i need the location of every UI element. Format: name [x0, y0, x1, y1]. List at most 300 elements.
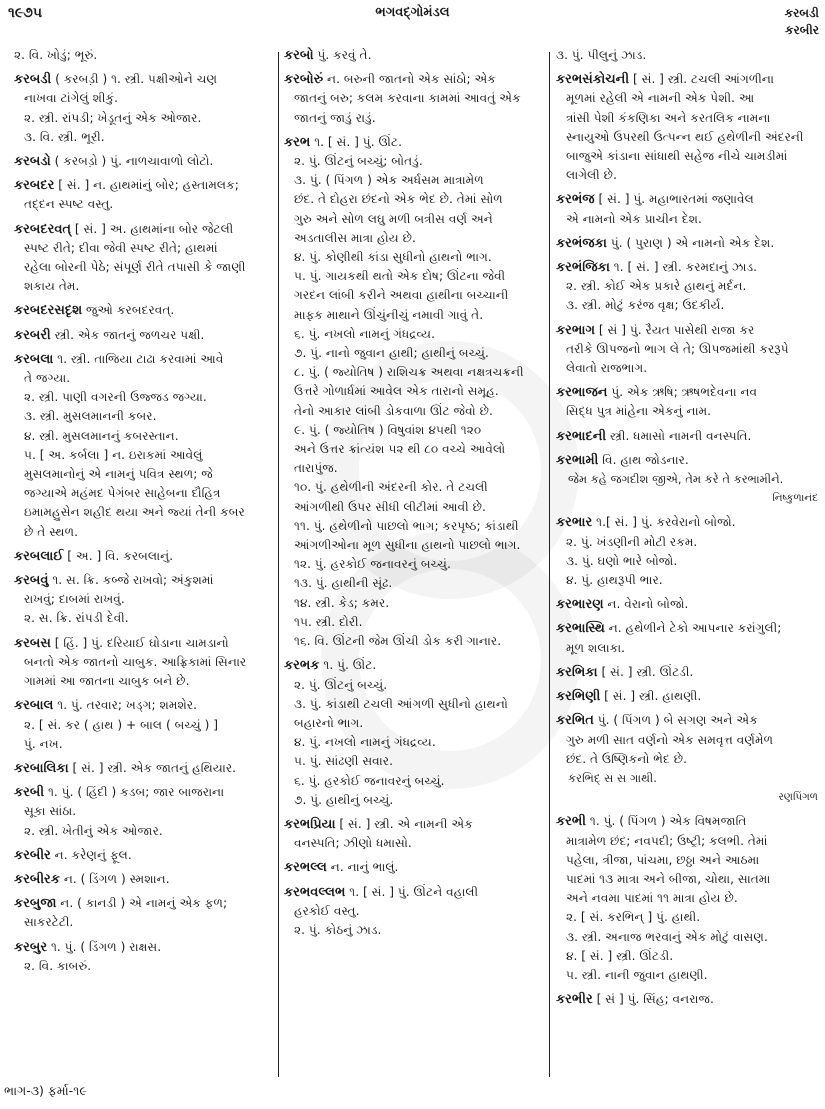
dictionary-entry — [14, 870, 272, 889]
dictionary-entry — [556, 595, 818, 614]
entry-line — [284, 210, 542, 229]
entry-first-line — [284, 46, 542, 65]
definition-text: ૧. પું. ( હિંદી ) કડબ; જાર બાજરાના — [47, 785, 225, 800]
entry-line — [284, 229, 542, 248]
definition-text: જાતનું જાડું રાડું. — [294, 110, 376, 125]
definition-text: [ હિં. ] પું. દરિયાઈ ઘોડાના ચામડાનો — [54, 635, 229, 650]
entry-first-line — [14, 350, 272, 369]
column-3 — [556, 46, 818, 1014]
quote-attribution: રણપિંગળ — [778, 791, 818, 804]
definition-text: ૧૬. વિ. ઊંટની જેમ ઊંચી ડોક કરી ગાનાર. — [294, 634, 502, 649]
entry-line — [284, 152, 542, 171]
dictionary-entry — [14, 634, 272, 692]
entry-first-line — [14, 938, 272, 957]
dictionary-entry — [14, 571, 272, 629]
definition-text: ૫. [ અ. કર્બલા ] ન. ઇરાકમાં આવેલું — [24, 447, 203, 462]
dictionary-entry — [556, 663, 818, 682]
entry-first-line — [556, 595, 818, 614]
definition-text: ૩. પું. કાંડાથી ટચલી આંગળી સુધીનો હાથનો — [294, 696, 508, 711]
dictionary-entry — [14, 152, 272, 171]
definition-text: ન. ( ડિંગળ ) સ્મશાન. — [63, 871, 170, 886]
definition-text: જગ્યાએ મહંમદ પેગંબર સાહેબના દૌહિત્ર — [24, 486, 221, 501]
entry-first-line — [556, 451, 818, 470]
headword: કરબલાઈ — [14, 548, 64, 564]
definition-text: ૩. પું. ( પિંગળ ) એક અર્ધસમ માત્રામેળ — [294, 173, 484, 188]
definition-text: લેવાતો રાજભાગ. — [566, 361, 648, 376]
entry-line — [556, 832, 818, 851]
dictionary-entry — [556, 427, 818, 446]
dictionary-entry — [284, 133, 542, 651]
headword: કરભાસ્થિ — [556, 621, 605, 637]
entry-line — [556, 889, 818, 908]
definition-text: ૪. પું. હાથરૂપી ભાર. — [566, 573, 663, 588]
entry-line — [284, 190, 542, 209]
dictionary-entry — [284, 883, 542, 941]
entry-line — [284, 421, 542, 440]
entry-line — [556, 277, 818, 296]
entry-line — [14, 195, 272, 214]
entry-first-line — [556, 427, 818, 446]
definition-text: પું. એક ઋષિ; ઋષભદેવના નવ — [611, 385, 758, 400]
definition-text: ૧.[ સં. ] પું. કરવેરાનો બોજો. — [596, 515, 736, 530]
dictionary-entry — [14, 547, 272, 566]
dictionary-entry — [14, 783, 272, 841]
definition-text: ૧૧. પું. હથેળીનો પાછલો ભાગ; કરપૃષ્ઠ; કાંડાથી — [294, 518, 519, 533]
entry-first-line — [14, 759, 272, 778]
headword: કરબાલ — [14, 698, 54, 714]
dictionary-entry — [556, 234, 818, 253]
dictionary-entry — [284, 858, 542, 877]
entry-line — [284, 695, 542, 714]
entry-line — [284, 382, 542, 401]
entry-first-line — [556, 663, 818, 682]
headword: કરબોરું — [284, 72, 324, 88]
entry-line — [284, 772, 542, 791]
entry-line — [284, 478, 542, 497]
entry-line — [284, 498, 542, 517]
entry-line — [284, 440, 542, 459]
entry-line — [556, 147, 818, 166]
headword: કરભિકા — [556, 664, 598, 680]
definition-text: તે જગ્યા. — [24, 371, 71, 386]
definition-text: ૨. સ. ક્રિ. રાંપડી દેવી. — [24, 611, 129, 626]
definition-text: [ સં. ] ન. હાથમાંનું બોર; હસ્તામલક; — [58, 178, 239, 193]
definition-text: વિ. હાથ જોડનાર. — [602, 452, 689, 467]
headword: કરભપ્રિયા — [284, 816, 336, 832]
definition-text: ૧. સ્ત્રી. તાજિયા ટાઢા કરવામાં આવે — [57, 351, 224, 366]
entry-line — [556, 340, 818, 359]
entry-line — [556, 402, 818, 421]
headword: કરબવું — [14, 573, 49, 589]
entry-line — [284, 459, 542, 478]
dictionary-entry — [556, 190, 818, 228]
headword: કરભી — [556, 814, 587, 830]
entry-first-line — [14, 783, 272, 802]
definition-text: ઇમામહુસેન શહીદ થયા અને જ્યાં તેની કબર — [24, 505, 245, 520]
definition-text: માફક માથાને ઊંચુંનીચું નમાવી ગાવું તે. — [294, 307, 484, 322]
definition-text: ગામમાં આ જાતના ચાબુક બને છે. — [24, 674, 190, 689]
entry-line — [14, 672, 272, 691]
entry-line — [284, 517, 542, 536]
entry-line — [556, 908, 818, 927]
entry-line — [14, 590, 272, 609]
definition-text: ૪. [ સં. ] સ્ત્રી. ઊંટડી. — [566, 948, 674, 963]
headword: કરભિત — [556, 713, 594, 729]
headword: કરભક — [284, 658, 320, 674]
entry-first-line — [556, 70, 818, 89]
definition-text: ૫. પું. ગાયકથી થતો એક દોષ; ઊંટના જેવી — [294, 269, 506, 284]
definition-text: ૧. સ. ક્રિ. કબ્જે રાખવો; અંકુશમાં — [52, 573, 214, 588]
entry-first-line — [284, 815, 542, 834]
entry-line — [14, 484, 272, 503]
definition-text: ગુરુ અને સોળ લઘુ મળી બત્રીસ વર્ણ અને — [294, 211, 493, 226]
headword: કરબો — [284, 48, 314, 63]
definition-text: નાખવા ટાંગેલું શીકું. — [24, 91, 118, 106]
entry-line — [284, 574, 542, 593]
column-divider-2 — [549, 52, 550, 1077]
entry-line — [14, 109, 272, 128]
entry-line — [14, 957, 272, 976]
definition-text: માત્રામેળ છંદ; નવપદી; ઉષ્ટ્રી; કલભી. તેમાં — [566, 833, 768, 848]
dictionary-entry — [14, 46, 272, 65]
headword: કરભ — [284, 134, 311, 150]
definition-text: ૨. પું. ખંડણીની મોટી રકમ. — [566, 534, 698, 549]
entry-first-line — [14, 571, 272, 590]
dictionary-entry — [14, 938, 272, 976]
definition-text: [ સં ] પું. રૈયત પાસેથી રાજા કર — [598, 322, 755, 337]
headword: કરબીરક — [14, 871, 60, 887]
dictionary-entry — [556, 687, 818, 706]
entry-line — [284, 536, 542, 555]
definition-text: ૮. પું. ( જ્યોતિષ ) રાશિચક્ર અથવા નક્ષત્રચક્રની — [294, 365, 524, 380]
entry-line — [14, 427, 272, 446]
entry-line — [556, 166, 818, 185]
definition-text: પું. ( પિંગળ ) બે સગણ અને એક — [597, 713, 758, 728]
headword: કરબરી — [14, 327, 51, 343]
entry-line — [556, 296, 818, 315]
headword: કરબી — [14, 785, 45, 801]
headword: કરબલા — [14, 351, 54, 367]
definition-text: સ્ત્રી. એક જાતનું જળચર પક્ષી. — [54, 327, 205, 342]
definition-text: મૂળમાં રહેલી એ નામની એક પેશી. આ — [566, 91, 755, 106]
definition-text: ન. બરુની જાતનો એક સાંઠો; એક — [327, 72, 496, 87]
entry-line — [14, 239, 272, 258]
dictionary-entry — [556, 711, 818, 807]
definition-text: ૯. પું. ( જ્યોતિષ ) વિષુવાંશ ૪૫થી ૧૨૦ — [294, 422, 482, 437]
usage-quote: કરભિદ્ સ સ ગાથી. — [568, 770, 657, 785]
entry-line — [284, 306, 542, 325]
usage-quote: જેમ કહે જગદીશ જીએ, તેમ કરે તે કરભામીને. — [568, 472, 784, 487]
definition-text: વનસ્પતિ; ઝીણો ધમાસો. — [294, 836, 412, 851]
dictionary-entry — [14, 176, 272, 214]
dictionary-entry — [556, 70, 818, 185]
definition-text: ૨. સ્ત્રી. કોઈ એક પ્રકારે હાથનું મર્દન. — [566, 279, 747, 294]
definition-text: ૧. પું. ( પિંગળ ) એક વિષમજાતિ — [589, 814, 747, 829]
definition-text: ૨. સ્ત્રી. ખેતીનું એક ઓજાર. — [24, 823, 163, 838]
definition-text: ૧૩. પું. હાથીની સૂંઢ. — [294, 576, 393, 591]
definition-text: ગરદન લાંબી કરીને અથવા હાથીના બચ્ચાની — [294, 288, 509, 303]
entry-first-line — [556, 619, 818, 638]
definition-text: [ સં. ] અ. હાથમાંના બોર જેટલી — [74, 221, 234, 236]
entry-line — [284, 921, 542, 940]
definition-text: ૪. પું. નખલો નામનું ગંધદ્રવ્ય. — [294, 735, 436, 750]
definition-text: ૨. પું. ઊંટનું બચ્ચું; બોતડું. — [294, 154, 423, 169]
guide-word-last: કરબીર — [785, 23, 819, 37]
entry-line — [556, 750, 818, 769]
definition-text: રહેલા બોરની પેઠે; સંપૂર્ણ રીતે તપાસી કે જાણી — [24, 260, 246, 275]
entry-line — [14, 465, 272, 484]
definition-text: બનતો એક જાતનો ચાબુક. આફ્રિકામાં સિનાર — [24, 654, 247, 669]
definition-text: ૨. વિ. કાબરું. — [24, 958, 92, 973]
dictionary-entry — [284, 70, 542, 128]
headword: કરભંજ — [556, 192, 595, 208]
definition-text: સાકરટેટી. — [24, 915, 74, 930]
definition-text: ૧૦. પું. હથેળીની અંદરની કોર. તે ટચલી — [294, 480, 488, 495]
dictionary-entry — [14, 894, 272, 932]
entry-line — [284, 267, 542, 286]
dictionary-entry — [284, 46, 542, 65]
definition-text: સૂકા સાંઠા. — [24, 804, 77, 819]
definition-text: [ સં. ] સ્ત્રી. એ નામની એક — [339, 816, 473, 831]
book-title: ભગવદ્ગોમંડલ — [375, 5, 450, 20]
headword: કરબુર — [14, 939, 48, 955]
entry-line — [556, 552, 818, 571]
definition-text: ૧. પું. તરવાર; ખડ્ગ; શમશેર. — [57, 698, 198, 713]
headword: કરભીર — [556, 992, 593, 1008]
headword: કરભલ્લ — [284, 860, 327, 876]
definition-text: ૪. સ્ત્રી. મુસલમાનનું કબરસ્તાન. — [24, 428, 179, 443]
definition-text: ૧. [ સં. ] પું. ઊંટ. — [314, 134, 403, 149]
dictionary-entry — [14, 759, 272, 778]
entry-line — [284, 632, 542, 651]
entry-first-line — [284, 133, 542, 152]
dictionary-entry — [556, 812, 818, 985]
dictionary-entry — [14, 350, 272, 542]
definition-text: આંગળીથી ઉપર સીધી લીટીમાં આવી છે. — [294, 499, 486, 514]
dictionary-entry — [284, 815, 542, 853]
quote-attribution: નિષ્કુળાનંદ — [772, 492, 818, 505]
entry-line — [14, 277, 272, 296]
definition-text: ૫. સ્ત્રી. નાની જુવાન હાથણી. — [566, 967, 708, 982]
headword: કરબદરવત્ — [14, 221, 72, 237]
entry-line — [556, 731, 818, 750]
definition-text: [ સં ] પું. સિંહ; વનરાજ. — [596, 992, 714, 1007]
definition-text: અને ઉત્તર ક્રાંત્યંશ ૫૨ થી ૮૦ વચ્ચે આવેલો — [294, 442, 506, 457]
definition-text: અડતાલીસ માત્રા હોય છે. — [294, 230, 416, 245]
definition-text: ૨. [ સં. કરભિન્ ] પું. હાથી. — [566, 910, 701, 925]
entry-first-line — [284, 883, 542, 902]
definition-text: સિદ્ધ પુત્ર માંહેના એકનું નામ. — [566, 404, 712, 419]
definition-text: ૬. પું. નખલો નામનું ગંધદ્રવ્ય. — [294, 326, 436, 341]
headword: કરભસંકોચની — [556, 72, 630, 88]
headword: કરબદરસદૃશ — [14, 303, 83, 319]
definition-text: ૭. પું. હાથીનું બચ્ચું. — [294, 792, 394, 807]
entry-first-line — [556, 46, 818, 65]
definition-text: અને નવમા પાદમાં ૧૧ માત્રા હોય છે. — [566, 891, 738, 906]
entry-line — [284, 555, 542, 574]
headword: કરબદર — [14, 178, 55, 194]
entry-line — [14, 523, 272, 542]
entry-first-line — [14, 696, 272, 715]
entry-line — [556, 947, 818, 966]
entry-first-line — [284, 70, 542, 89]
entry-line — [14, 446, 272, 465]
definition-text: આંગળીઓના મૂળ સુધીના હાથનો પાછલો ભાગ. — [294, 538, 521, 553]
entry-line — [284, 325, 542, 344]
entry-first-line — [14, 894, 272, 913]
entry-line — [284, 286, 542, 305]
definition-text: જુઓ કરબદરવત્. — [86, 303, 175, 318]
definition-text: [ સં. ] પું. મહાભારતમાં જણાવેલ — [598, 192, 754, 207]
headword: કરબાલિકા — [14, 760, 69, 776]
headword: કરભાજન — [556, 385, 608, 401]
guide-words — [785, 5, 819, 39]
entry-line — [556, 359, 818, 378]
entry-line — [556, 928, 818, 947]
dictionary-entry — [556, 451, 818, 509]
headword: કરબીર — [14, 847, 51, 863]
headword: કરભાદની — [556, 428, 607, 444]
headword: કરભારણ — [556, 597, 604, 613]
entry-line — [284, 733, 542, 752]
entry-line — [284, 714, 542, 733]
definition-text: ગુરુ મળી સાત વર્ણનો એક સમવૃત્ત વર્ણમેળ — [566, 732, 774, 747]
definition-text: તેનો આકાર લાંબી ડોકવાળા ઊંટ જેવો છે. — [294, 403, 493, 418]
definition-text: તારાપુંજ. — [294, 461, 338, 476]
dictionary-entry — [556, 513, 818, 590]
definition-text: મૂળ શલાકા. — [566, 640, 626, 655]
definition-text: બાજુએ કાંડાના સાંધાથી સહેજ નીચે ચામડીમાં — [566, 149, 788, 164]
entry-line — [14, 388, 272, 407]
definition-text: ૧. [ સં. ] સ્ત્રી. કરમદાનું ઝાડ. — [613, 260, 758, 275]
headword: કરભવલ્લભ — [284, 884, 346, 900]
entry-line — [556, 851, 818, 870]
dictionary-entry — [14, 696, 272, 754]
headword: કરભામી — [556, 452, 599, 468]
definition-text: ન. હથેળીને ટેકો આપનાર કરાંગુલી; — [608, 621, 782, 636]
entry-line — [14, 503, 272, 522]
dictionary-entry — [556, 990, 818, 1009]
definition-text: ન. કરેણનું ફૂલ. — [54, 847, 132, 862]
entry-line — [284, 676, 542, 695]
definition-text: શકાય તેમ. — [24, 279, 80, 294]
definition-text: ૩. સ્ત્રી. અનાજ ભરવાનું એક મોટું વાસણ. — [566, 929, 768, 944]
headword: કરભંજિકા — [556, 260, 610, 276]
entry-line — [284, 171, 542, 190]
definition-text: પું. નખ. — [24, 736, 63, 751]
entry-line — [14, 407, 272, 426]
headword: કરભંજકા — [556, 235, 607, 251]
entry-first-line — [14, 176, 272, 195]
entry-line — [14, 369, 272, 388]
definition-text: ૩. સ્ત્રી. મુસલમાનની કબર. — [24, 409, 157, 424]
entry-line — [284, 363, 542, 382]
entry-line — [14, 822, 272, 841]
entry-line — [556, 533, 818, 552]
definition-text: ૩. વિ. સ્ત્રી. ભૂરી. — [24, 129, 105, 144]
entry-first-line — [556, 513, 818, 532]
definition-text: તદ્દન સ્પષ્ટ વસ્તુ. — [24, 197, 114, 212]
entry-line — [284, 834, 542, 853]
definition-text: સ્ત્રી. ધમાસો નામની વનસ્પતિ. — [610, 428, 752, 443]
definition-text: [ સં. ] સ્ત્રી. ઊંટડી. — [601, 664, 694, 679]
headword: કરભાગ — [556, 322, 595, 338]
entry-first-line — [556, 687, 818, 706]
definition-text: ન. વેરાનો બોજો. — [607, 597, 689, 612]
headword: કરબડી — [14, 72, 52, 88]
definition-text: લાગેલી છે. — [566, 168, 617, 183]
entry-line — [14, 913, 272, 932]
definition-text: જાતનું બરુ; કલમ કરવાના કામમાં આવતું એક — [294, 91, 521, 106]
entry-line — [284, 248, 542, 267]
entry-line — [556, 966, 818, 985]
entry-line — [284, 89, 542, 108]
entry-line — [14, 609, 272, 628]
entry-line — [284, 344, 542, 363]
entry-line — [14, 802, 272, 821]
definition-text: બહારનો ભાગ. — [294, 715, 364, 730]
entry-first-line — [556, 321, 818, 340]
definition-text: ( કરબડ઼ો ) પું. નાળચાવાળો લોટો. — [54, 154, 214, 169]
definition-text: ૬. પું. હરકોઈ જનાવરનું બચ્ચું. — [294, 773, 445, 788]
entry-first-line — [14, 152, 272, 171]
definition-text: ૨. [ સં. કર ( હાથ ) + બાલ ( બચ્ચું ) ] — [24, 717, 218, 732]
running-head — [0, 0, 825, 46]
entry-first-line — [14, 326, 272, 345]
definition-text: છે તે સ્થળ. — [24, 524, 79, 539]
dictionary-entry — [284, 656, 542, 810]
entry-line — [556, 870, 818, 889]
entry-line — [556, 89, 818, 108]
definition-text: ઉત્તરે ગોળાર્ધમાં આવેલ એક તારાનો સમૂહ. — [294, 384, 499, 399]
entry-first-line — [14, 301, 272, 320]
column-divider-1 — [278, 52, 279, 1077]
definition-text: મુસલમાનોનું એ નામનું પવિત્ર સ્થળ; જે — [24, 467, 213, 482]
definition-text: ન. નાનું ભાલું. — [330, 860, 399, 875]
definition-text: છંદ. તે ઉષ્ણિકનો ભેદ છે. — [566, 751, 688, 766]
definition-text: ૧. પું. ઊંટ. — [323, 658, 377, 673]
entry-first-line — [284, 858, 542, 877]
headword: કરબડો — [14, 154, 51, 170]
column-2 — [284, 46, 542, 945]
entry-line — [556, 109, 818, 128]
entry-first-line — [14, 220, 272, 239]
dictionary-entry — [14, 70, 272, 147]
dictionary-entry — [556, 619, 818, 657]
definition-text: ૨. સ્ત્રી. પાણી વગરની ઉજ્જડ જગ્યા. — [24, 390, 207, 405]
definition-text: ત્રાંસી પેશી કંકણિકા અને કરતલિક નામના — [566, 110, 771, 125]
entry-line — [284, 791, 542, 810]
entry-first-line — [14, 634, 272, 653]
entry-first-line — [556, 234, 818, 253]
entry-line — [14, 653, 272, 672]
entry-first-line — [556, 711, 818, 730]
entry-line — [14, 258, 272, 277]
entry-first-line — [14, 870, 272, 889]
entry-line — [556, 571, 818, 590]
entry-line — [556, 639, 818, 658]
definition-text: ૧. [ સં. ] પું. ઊંટને વહાલી — [349, 884, 479, 899]
entry-first-line — [556, 990, 818, 1009]
entry-line — [14, 128, 272, 147]
dictionary-entry — [14, 301, 272, 320]
entry-line — [284, 594, 542, 613]
entry-first-line — [556, 258, 818, 277]
entry-line — [284, 109, 542, 128]
definition-text: પું. કરવું તે. — [317, 48, 372, 62]
definition-text: છંદ. તે દોહરા છંદનો એક ભેદ છે. તેમાં સોળ — [294, 192, 503, 207]
entry-first-line — [14, 46, 272, 65]
